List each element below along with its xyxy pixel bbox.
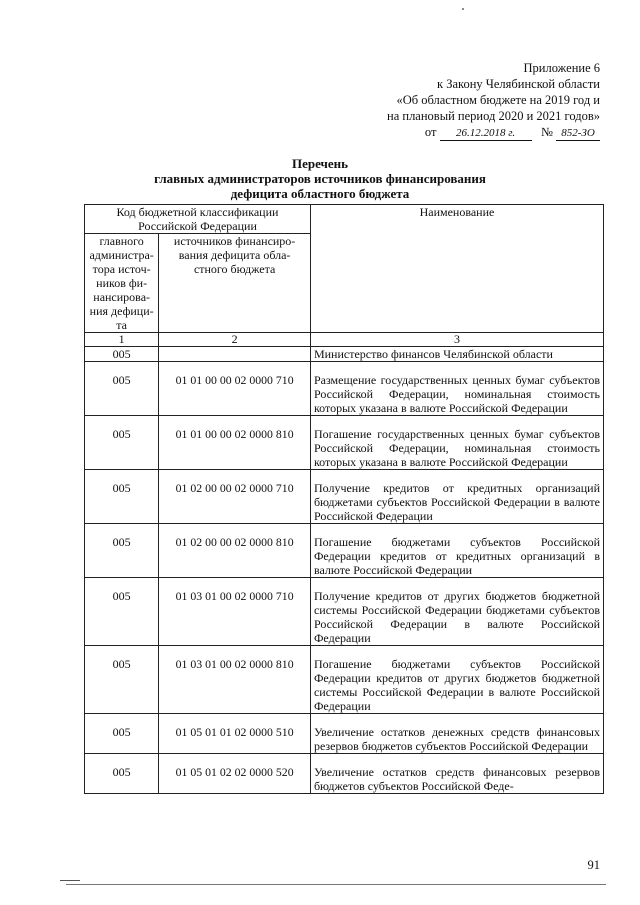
header-name: Наименование	[310, 205, 603, 333]
admin-code: 005	[85, 362, 159, 416]
scan-speck	[462, 8, 464, 10]
column-number: 2	[159, 333, 311, 347]
source-code: 01 02 00 00 02 0000 710	[159, 470, 311, 524]
source-name: Увеличение остатков денежных средств финансовых резервов бюджетов субъектов Российской Федерации	[310, 714, 603, 754]
admin-code: 005	[85, 646, 159, 714]
admin-code: 005	[85, 578, 159, 646]
admin-code: 005	[85, 524, 159, 578]
appendix-line: к Закону Челябинской области	[437, 77, 600, 91]
number-prefix: №	[540, 125, 553, 139]
source-name: Размещение государственных ценных бумаг субъектов Российской Федерации, номинальная стоимость которых указана в валюте Российской Федерации	[310, 362, 603, 416]
source-code	[159, 347, 311, 362]
source-name: Погашение государственных ценных бумаг субъектов Российской Федерации, номинальная стоимость которых указана в валюте Российской Федерации	[310, 416, 603, 470]
date-value: 26.12.2018 г.	[440, 127, 532, 141]
source-code: 01 03 01 00 02 0000 810	[159, 646, 311, 714]
appendix-line: «Об областном бюджете на 2019 год и	[396, 93, 600, 107]
document-title	[0, 156, 640, 201]
source-name: Получение кредитов от других бюджетов бюджетной системы Российской Федерации бюджетами субъектов Российской Федерации в валюте Российской Федерации	[310, 578, 603, 646]
table-row	[85, 714, 604, 754]
table-row	[85, 347, 604, 362]
table-row	[85, 578, 604, 646]
title-line: Перечень	[291, 156, 349, 171]
column-number: 1	[85, 333, 159, 347]
source-code: 01 02 00 00 02 0000 810	[159, 524, 311, 578]
admin-code: 005	[85, 754, 159, 794]
source-code: 01 05 01 01 02 0000 510	[159, 714, 311, 754]
source-name: Увеличение остатков средств финансовых резервов бюджетов субъектов Российской Феде-	[310, 754, 603, 794]
page-number: 91	[587, 858, 600, 872]
title-line: дефицита областного бюджета	[230, 186, 410, 201]
header-source-col: источников финансиро-вания дефицита обла-стного бюджета	[159, 234, 311, 333]
source-code: 01 01 00 00 02 0000 810	[159, 416, 311, 470]
column-number-row	[85, 333, 604, 347]
source-name: Погашение бюджетами субъектов Российской Федерации кредитов от других бюджетов бюджетной системы Российской Федерации в валюте Российской Федерации	[310, 646, 603, 714]
appendix-date-line	[270, 124, 600, 141]
footer-mark	[60, 880, 80, 881]
date-prefix: от	[424, 125, 437, 139]
table-row	[85, 470, 604, 524]
table-row	[85, 524, 604, 578]
table-row	[85, 362, 604, 416]
source-name: Министерство финансов Челябинской области	[310, 347, 603, 362]
table-row	[85, 416, 604, 470]
number-value: 852-ЗО	[556, 127, 600, 141]
source-name: Погашение бюджетами субъектов Российской Федерации кредитов от кредитных организаций в валюте Российской Федерации	[310, 524, 603, 578]
column-number: 3	[310, 333, 603, 347]
table-body	[85, 347, 604, 794]
sources-table	[84, 204, 604, 794]
table-row	[85, 754, 604, 794]
footer-rule	[66, 884, 606, 885]
source-code: 01 05 01 02 02 0000 520	[159, 754, 311, 794]
source-code: 01 03 01 00 02 0000 710	[159, 578, 311, 646]
appendix-header	[270, 60, 600, 141]
header-code-group: Код бюджетной классификации Российской Федерации	[85, 205, 311, 234]
admin-code: 005	[85, 347, 159, 362]
admin-code: 005	[85, 470, 159, 524]
admin-code: 005	[85, 714, 159, 754]
table-row	[85, 646, 604, 714]
header-admin-col: главного администра-тора источ-ников фи-нансирова-ния дефици-та	[85, 234, 159, 333]
admin-code: 005	[85, 416, 159, 470]
appendix-line: на плановый период 2020 и 2021 годов»	[387, 109, 600, 123]
appendix-line: Приложение 6	[523, 61, 600, 75]
source-name: Получение кредитов от кредитных организаций бюджетами субъектов Российской Федерации в валюте Российской Федерации	[310, 470, 603, 524]
source-code: 01 01 00 00 02 0000 710	[159, 362, 311, 416]
title-line: главных администраторов источников финансирования	[154, 171, 486, 186]
